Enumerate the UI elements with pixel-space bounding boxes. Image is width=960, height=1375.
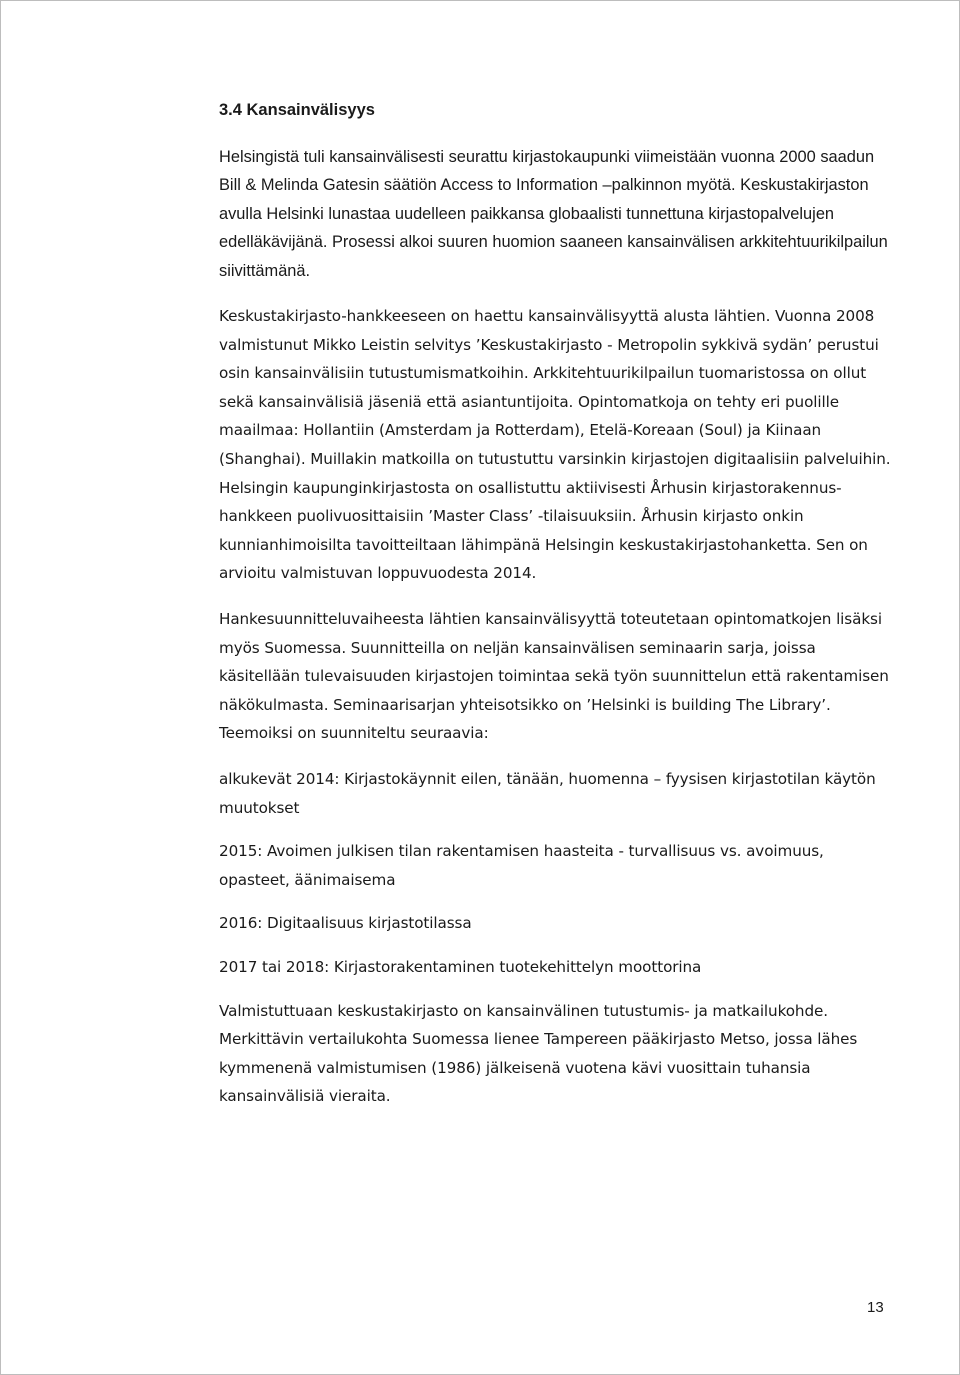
section-heading: 3.4 Kansainvälisyys [219,101,375,119]
seminar-theme-2014: alkukevät 2014: Kirjastokäynnit eilen, tänään, huomenna – fyysisen kirjastotilan käytön muutokset [219,769,876,817]
paragraph-seminars: Hankesuunnitteluvaiheesta lähtien kansainvälisyyttä toteutetaan opintomatkojen lisäksi myös Suomessa. Suunnitteilla on neljän kansainvälisen seminaarin sarja, joissa käsitellään tulevaisuuden kirjastojen toimintaa sekä työn suunnittelun että rakentamisen näkökulmasta. Seminaarisarjan yhteisotsikko on ’Helsinki is building The Library’. Teemoiksi on suunniteltu seuraavia: [219,609,889,743]
page-number: 13 [867,1299,884,1316]
seminar-theme-2016: 2016: Digitaalisuus kirjastotilassa [219,914,472,933]
paragraph-intro: Helsingistä tuli kansainvälisesti seurattu kirjastokaupunki viimeistään vuonna 2000 saadun Bill & Melinda Gatesin säätiön Access to Information –palkinnon myötä. Keskustakirjaston avulla Helsinki lunastaa uudelleen paikkansa globaalisti tunnettuna kirjastopalvelujen edelläkävijänä. Prosessi alkoi suuren huomion saaneen kansainvälisen arkkitehtuurikilpailun siivittämänä. [219,148,888,280]
seminar-theme-2017: 2017 tai 2018: Kirjastorakentaminen tuotekehittelyn moottorina [219,957,702,976]
page-content [219,99,891,1111]
seminar-theme-2015: 2015: Avoimen julkisen tilan rakentamisen haasteita - turvallisuus vs. avoimuus, opasteet, äänimaisema [219,842,824,889]
paragraph-conclusion: Valmistuttuaan keskustakirjasto on kansainvälinen tutustumis- ja matkailukohde. Merkittävin vertailukohta Suomessa lienee Tampereen pääkirjasto Metso, jossa lähes kymmenenä valmistumisen (1986) jälkeisenä vuotena kävi vuosittain tuhansia kansainvälisiä vieraita. [219,1001,858,1106]
paragraph-history: Keskustakirjasto-hankkeeseen on haettu kansainvälisyyttä alusta lähtien. Vuonna 2008 valmistunut Mikko Leistin selvitys ’Keskustakirjasto - Metropolin sykkivä sydän’ perustui osin kansainvälisiin tutustumismatkoihin. Arkkitehtuurikilpailun tuomaristossa on ollut sekä kansainvälisiä jäseniä että asiantuntijoita. Opintomatkoja on tehty eri puolille maailmaa: Hollantiin (Amsterdam ja Rotterdam), Etelä-Koreaan (Soul) ja Kiinaan (Shanghai). Muillakin matkoilla on tutustuttu varsinkin kirjastojen digitaalisiin palveluihin. Helsingin kaupunginkirjastosta on osallistuttu aktiivisesti Århusin kirjastorakennus-hankkeen puolivuosittaisiin ’Master Class’ -tilaisuuksiin. Århusin kirjasto onkin kunnianhimoisilta tavoitteiltaan lähimpänä Helsingin keskustakirjastohanketta. Sen on arvioitu valmistuvan loppuvuodesta 2014. [219,307,891,583]
